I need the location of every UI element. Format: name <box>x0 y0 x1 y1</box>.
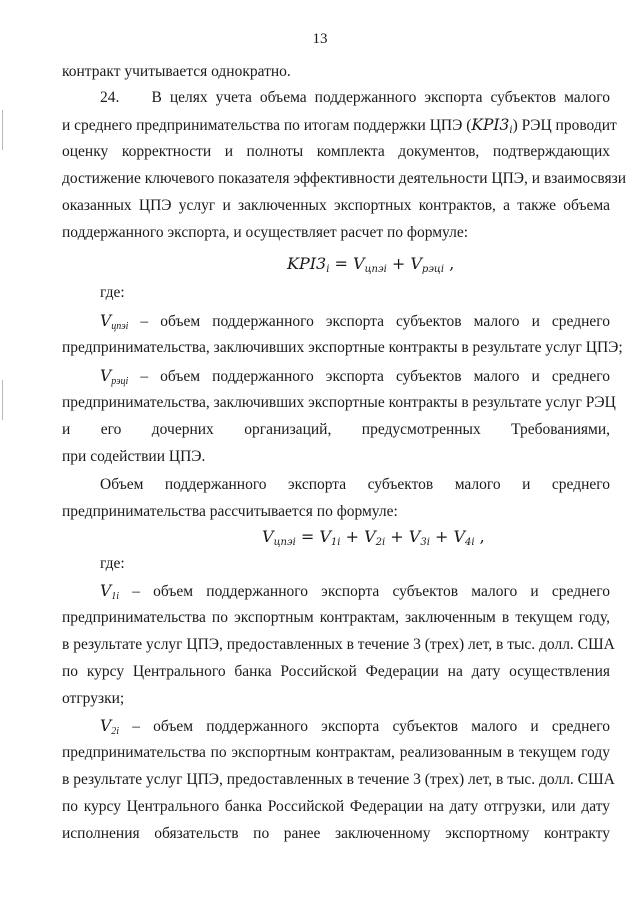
f2-lhs: V <box>262 527 274 546</box>
f2-plus: + <box>429 527 454 546</box>
vrec-line2: предпринимательства, заключивших экспортные контракты в результате услуг РЭЦ <box>62 394 616 411</box>
kpi-sym-text: KPI3 <box>471 116 510 134</box>
v1-line3: в результате услуг ЦПЭ, предоставленных в течение 3 (трех) лет, в тыс. долл. США <box>62 636 615 653</box>
vrec-sym: V <box>100 367 112 385</box>
f2-eq: = <box>295 527 320 546</box>
formula-vcpe <box>262 527 485 553</box>
f2-t2-sub: 2i <box>375 537 386 548</box>
f1-t1: V <box>353 254 365 273</box>
vrec-sub: рэцi <box>111 376 129 387</box>
vcpe-line1 <box>100 311 610 337</box>
p24-line6: поддержанного экспорта, и осуществляет расчет по формуле: <box>62 224 469 241</box>
v1-line4: по курсу Центрального банка Российской Федерации на дату осуществления <box>62 663 610 680</box>
kpi-sub: i <box>509 125 513 136</box>
scan-edge-mark <box>2 110 3 150</box>
kpi-symbol <box>471 116 512 134</box>
where-label-1: где: <box>100 284 125 301</box>
p24-line2-tail: ) РЭЦ проводит <box>512 117 617 134</box>
f1-lhs-sub: i <box>326 264 330 275</box>
f1-eq: = <box>329 254 353 273</box>
vrec-line3: и его дочерних организаций, предусмотренных Требованиями, <box>62 421 610 438</box>
f2-t3-sub: 3i <box>420 537 430 548</box>
page-number: 13 <box>312 31 328 47</box>
vcpe-sym: V <box>100 312 112 330</box>
f2-plus: + <box>340 527 365 546</box>
v2-line2: предпринимательства по экспортным контрактам, реализованным в текущем году <box>62 744 610 761</box>
vcpe-text: – объем поддержанного экспорта субъектов малого и среднего <box>128 313 610 330</box>
f1-t2: V <box>410 254 422 273</box>
scan-edge-mark <box>2 380 3 420</box>
v1-line5: отгрузки; <box>62 690 125 707</box>
f2-plus: + <box>385 527 409 546</box>
f2-tail: , <box>474 527 485 546</box>
p24-number: 24. <box>100 89 120 106</box>
p24-line5: оказанных ЦПЭ услуг и заключенных экспортных контрактов, а также объема <box>62 197 610 214</box>
f2-t2: V <box>364 527 376 546</box>
v2-sym: V <box>100 717 112 735</box>
p24-line1 <box>100 88 610 108</box>
f2-t1-sub: 1i <box>330 537 341 548</box>
p24-line2 <box>62 115 617 141</box>
v2-sub: 2i <box>111 726 119 737</box>
f1-tail: , <box>444 254 455 273</box>
f1-lhs: KPI3 <box>287 254 327 273</box>
f1-t2-sub: рэцi <box>421 264 445 275</box>
v2-line1 <box>100 716 610 742</box>
v2-line3: в результате услуг ЦПЭ, предоставленных в течение 3 (трех) лет, в тыс. долл. США <box>62 771 615 788</box>
vrec-line1 <box>100 366 610 392</box>
f2-t3: V <box>408 527 421 546</box>
where-label-2: где: <box>100 555 125 572</box>
formula-kpi <box>287 254 454 280</box>
vcpe-line2: предпринимательства, заключивших экспортные контракты в результате услуг ЦПЭ; <box>62 339 623 356</box>
v1-sym: V <box>100 582 112 600</box>
p24-text: В целях учета объема поддержанного экспорта субъектов малого <box>151 89 611 106</box>
volume-line1: Объем поддержанного экспорта субъектов малого и среднего <box>100 476 610 493</box>
p24-line4: достижение ключевого показателя эффективности деятельности ЦПЭ, и взаимосвязи <box>62 170 627 187</box>
v1-text: – объем поддержанного экспорта субъектов малого и среднего <box>118 583 610 600</box>
vcpe-sub: цпэi <box>111 321 129 332</box>
vrec-text: – объем поддержанного экспорта субъектов малого и среднего <box>128 368 610 385</box>
f2-t4: V <box>453 527 466 546</box>
v2-line4: по курсу Центрального банка Российской Федерации на дату отгрузки, или дату <box>62 798 610 815</box>
v1-line1 <box>100 581 610 607</box>
f2-t1: V <box>319 527 331 546</box>
v2-text: – объем поддержанного экспорта субъектов малого и среднего <box>118 718 610 735</box>
contract-line: контракт учитывается однократно. <box>62 63 291 80</box>
volume-line2: предпринимательства рассчитывается по формуле: <box>62 503 398 520</box>
v1-sub: 1i <box>111 591 119 602</box>
f2-lhs-sub: цпэi <box>273 537 296 548</box>
f2-t4-sub: 4i <box>465 537 475 548</box>
f1-t1-sub: цпэi <box>364 264 387 275</box>
vrec-line4: при содействии ЦПЭ. <box>62 448 206 465</box>
v2-line5: исполнения обязательств по ранее заключенному экспортному контракту <box>62 825 610 842</box>
p24-line3: оценку корректности и полноты комплекта документов, подтверждающих <box>62 143 610 160</box>
v1-line2: предпринимательства по экспортным контрактам, заключенным в текущем году, <box>62 609 610 626</box>
p24-line2-text: и среднего предпринимательства по итогам поддержки ЦПЭ ( <box>62 117 472 134</box>
f1-plus: + <box>386 254 411 273</box>
